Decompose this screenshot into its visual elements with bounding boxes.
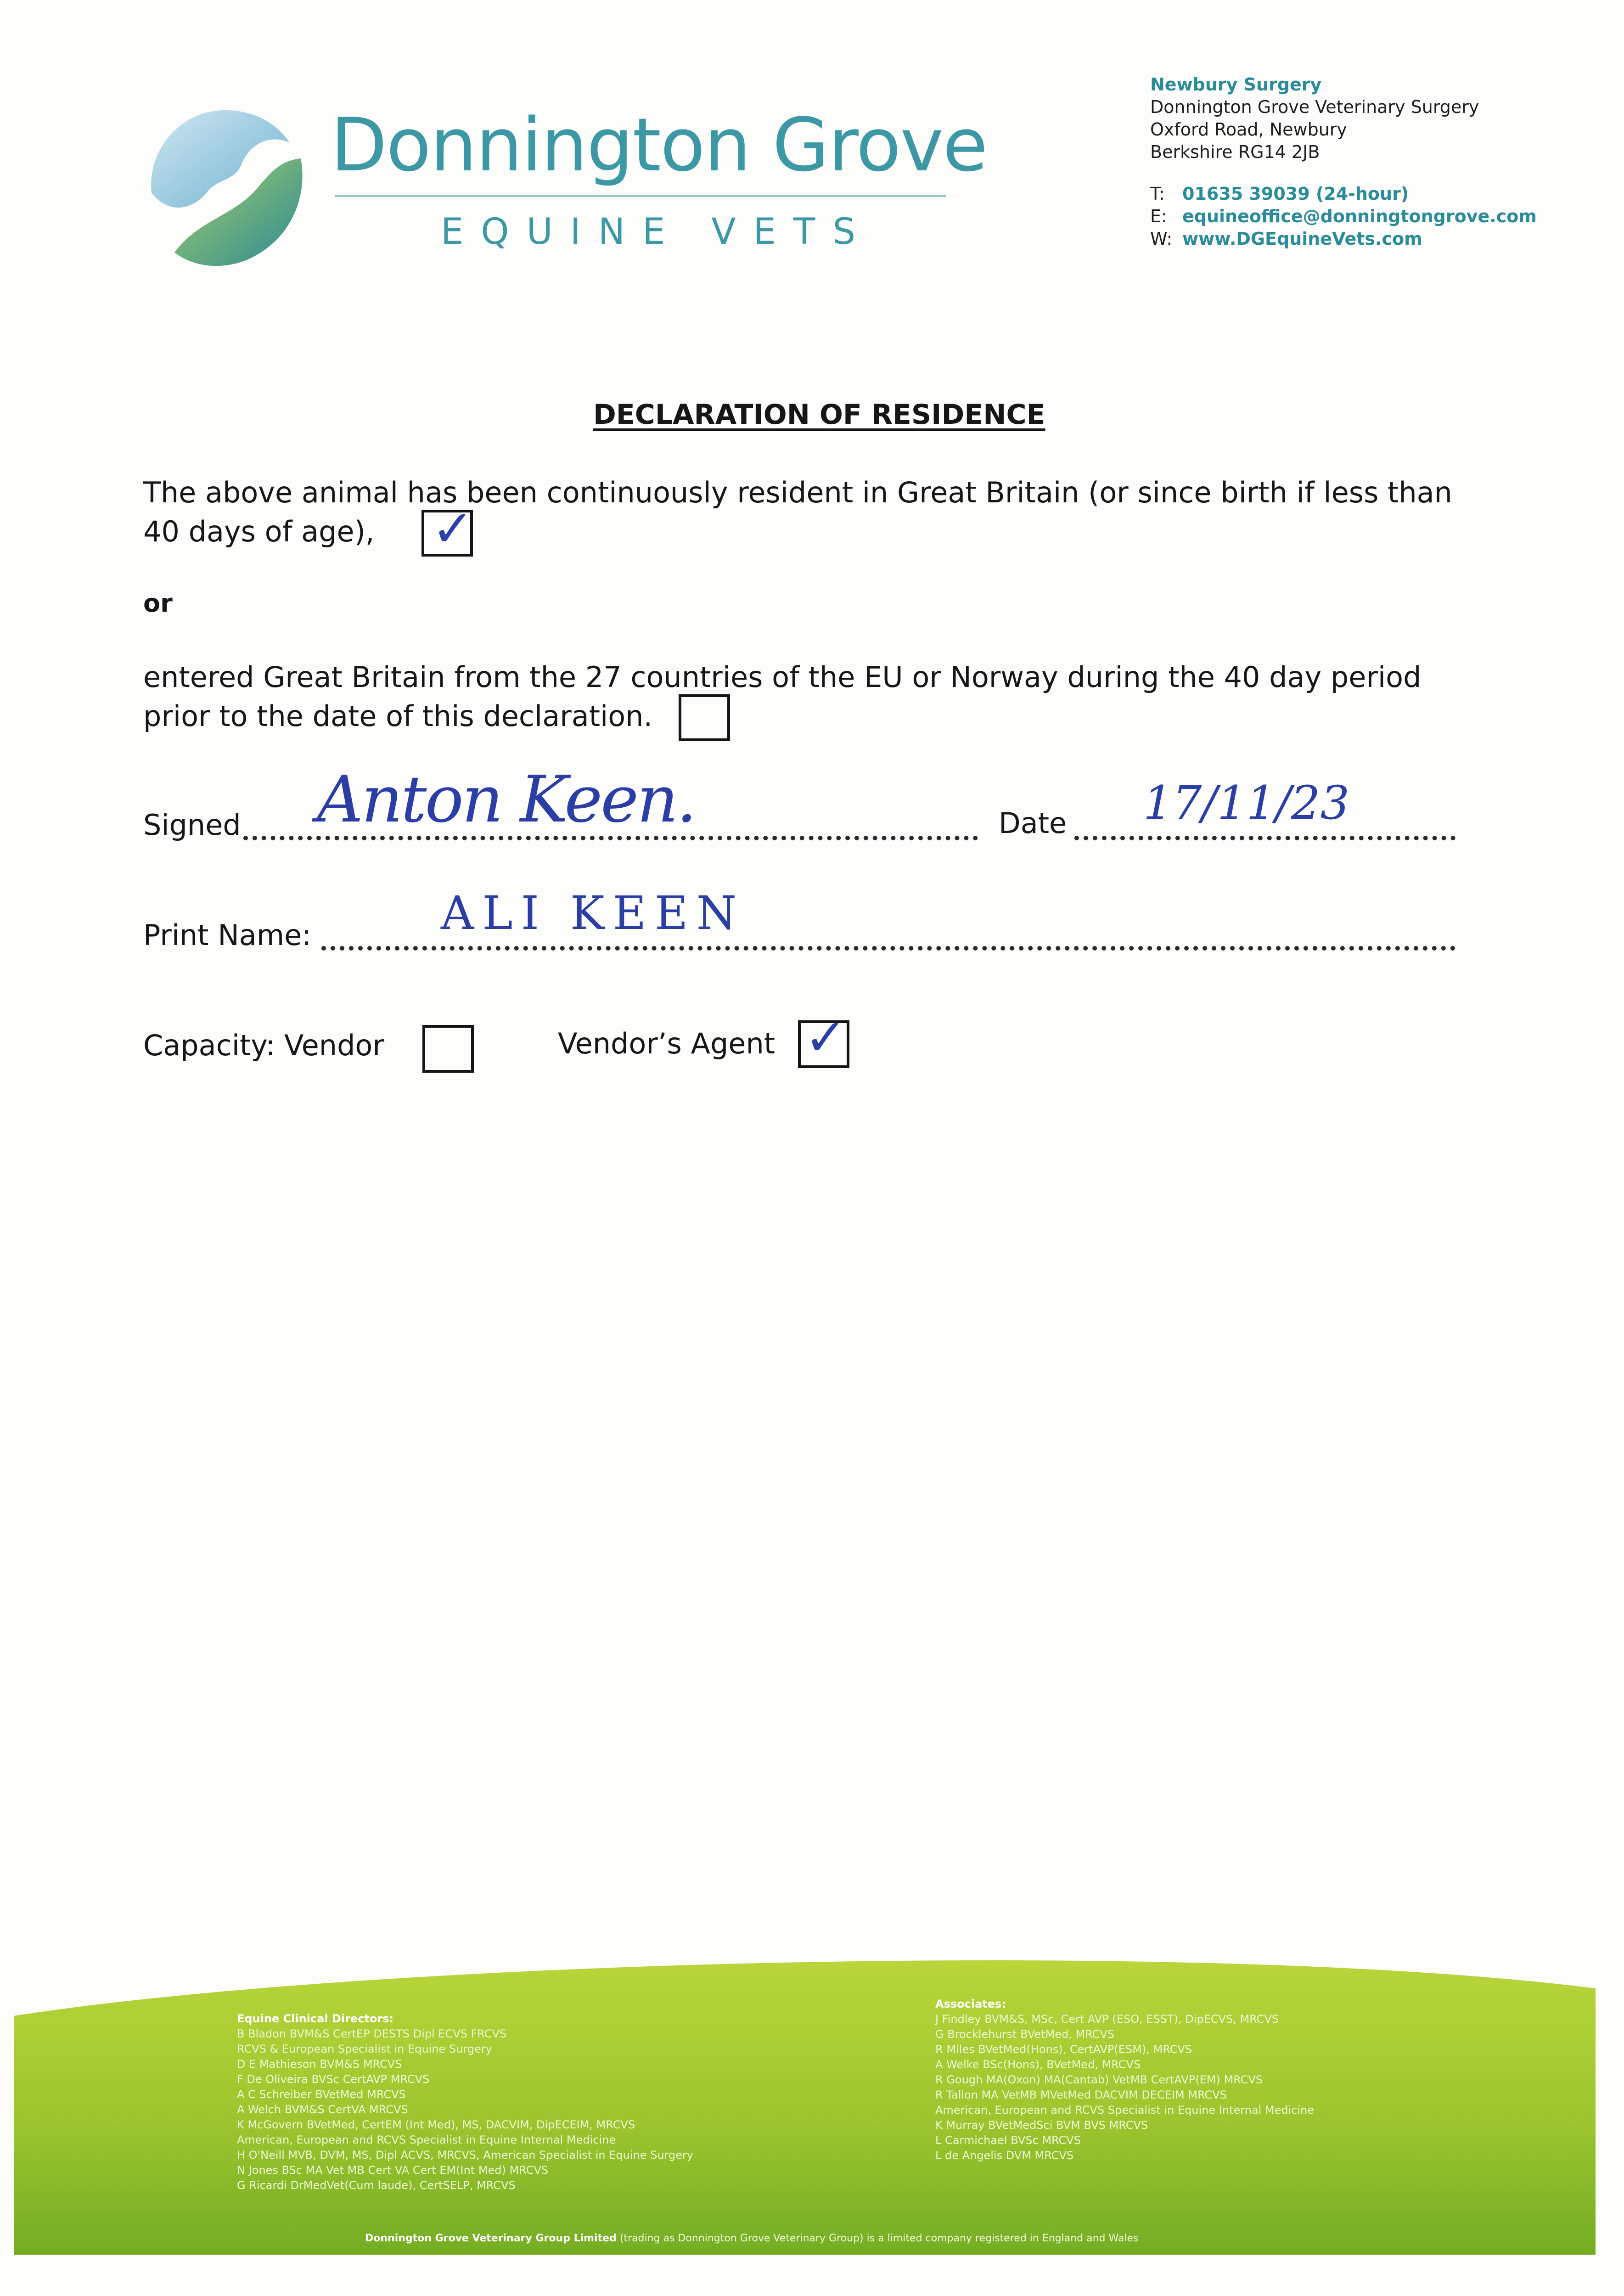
declaration-title: DECLARATION OF RESIDENCE	[593, 399, 1045, 431]
signature-value[interactable]: Anton Keen.	[317, 762, 695, 837]
associate-entry: K Murray BVetMedSci BVM BVS MRCVS	[935, 2119, 1148, 2132]
email-link[interactable]: equineoffice@donningtongrove.com	[1182, 206, 1537, 226]
associate-entry: R Gough MA(Oxon) MA(Cantab) VetMB CertAVP(EM) MRCVS	[935, 2073, 1263, 2086]
associate-entry: American, European and RCVS Specialist in Equine Internal Medicine	[935, 2104, 1315, 2116]
contact-key: E:	[1150, 206, 1167, 226]
director-entry: N Jones BSc MA Vet MB Cert VA Cert EM(Int Med) MRCVS	[237, 2164, 549, 2177]
associate-entry: A Welke BSc(Hons), BVetMed, MRCVS	[935, 2058, 1141, 2071]
entered-checkbox[interactable]	[679, 694, 730, 741]
contact-email	[1150, 205, 1537, 228]
vendor-checkbox[interactable]	[422, 1025, 474, 1073]
associate-entry: R Miles BVetMed(Hons), CertAVP(ESM), MRCVS	[935, 2043, 1192, 2056]
associates-title: Associates:	[935, 1998, 1006, 2010]
website-link[interactable]: www.DGEquineVets.com	[1182, 229, 1422, 249]
phone-number: 01635 39039 (24-hour)	[1182, 184, 1409, 204]
company-legal-notice	[365, 2233, 1138, 2244]
director-entry: K McGovern BVetMed, CertEM (Int Med), MS, DACVIM, DipECEIM, MRCVS	[237, 2118, 635, 2131]
associates-list	[935, 1997, 1314, 2163]
brand-divider	[335, 195, 946, 197]
agent-label: Vendor’s Agent	[558, 1027, 775, 1060]
contact-key: T:	[1150, 184, 1165, 204]
directors-title: Equine Clinical Directors:	[237, 2012, 394, 2025]
brand-tagline: EQUINE VETS	[441, 211, 873, 253]
print-name-label: Print Name:	[143, 918, 312, 952]
address-line: Donnington Grove Veterinary Surgery	[1150, 97, 1479, 117]
director-entry: G Ricardi DrMedVet(Cum laude), CertSELP, MRCVS	[237, 2179, 516, 2192]
associate-entry: G Brocklehurst BVetMed, MRCVS	[935, 2028, 1115, 2041]
address-title: Newbury Surgery	[1150, 74, 1322, 95]
director-entry: B Bladon BVM&S CertEP DESTS Dipl ECVS FRCVS	[237, 2027, 507, 2040]
contact-details	[1150, 183, 1537, 250]
contact-phone	[1150, 183, 1537, 205]
director-entry: D E Mathieson BVM&S MRCVS	[237, 2058, 402, 2071]
print-name-line	[321, 946, 1455, 951]
contact-key: W:	[1150, 229, 1173, 249]
or-separator: or	[143, 589, 173, 618]
address-line: Berkshire RG14 2JB	[1150, 142, 1320, 162]
address-line: Oxford Road, Newbury	[1150, 119, 1347, 140]
contact-web	[1150, 228, 1537, 250]
check-mark-icon: ✓	[804, 1008, 847, 1067]
director-entry: H O'Neill MVB, DVM, MS, Dipl ACVS, MRCVS, American Specialist in Equine Surgery	[237, 2149, 694, 2161]
signed-label: Signed	[143, 808, 241, 842]
date-value[interactable]: 17/11/23	[1143, 776, 1350, 830]
company-name: Donnington Grove Veterinary Group Limited	[365, 2233, 617, 2244]
associate-entry: J Findley BVM&S, MSc, Cert AVP (ESO, ESST), DipECVS, MRCVS	[935, 2013, 1279, 2026]
director-entry: A Welch BVM&S CertVA MRCVS	[237, 2103, 408, 2116]
director-entry: F De Oliveira BVSc CertAVP MRCVS	[237, 2073, 430, 2086]
associate-entry: R Tallon MA VetMB MVetMed DACVIM DECEIM MRCVS	[935, 2088, 1227, 2101]
associate-entry: L Carmichael BVSc MRCVS	[935, 2134, 1081, 2147]
logo-mark	[142, 101, 312, 271]
directors-list	[237, 2011, 693, 2193]
date-line	[1074, 836, 1455, 840]
legal-text: (trading as Donnington Grove Veterinary Group) is a limited company registered in England and Wales	[616, 2233, 1139, 2244]
print-name-value[interactable]: ALI KEEN	[441, 886, 745, 940]
surgery-address	[1150, 73, 1479, 163]
brand-name: Donnington Grove	[331, 102, 987, 188]
check-mark-icon: ✓	[432, 499, 474, 558]
entered-statement: entered Great Britain from the 27 countries of the EU or Norway during the 40 day period prior to the date of this declaration.	[143, 660, 1422, 733]
director-entry: American, European and RCVS Specialist in Equine Internal Medicine	[237, 2133, 616, 2146]
director-entry: RCVS & European Specialist in Equine Surgery	[237, 2043, 492, 2055]
resident-statement: The above animal has been continuously resident in Great Britain (or since birth if less than 40 days of age),	[143, 476, 1452, 548]
associate-entry: L de Angelis DVM MRCVS	[935, 2149, 1074, 2162]
capacity-label: Capacity: Vendor	[143, 1029, 384, 1062]
date-label: Date	[999, 806, 1067, 840]
director-entry: A C Schreiber BVetMed MRCVS	[237, 2088, 406, 2101]
